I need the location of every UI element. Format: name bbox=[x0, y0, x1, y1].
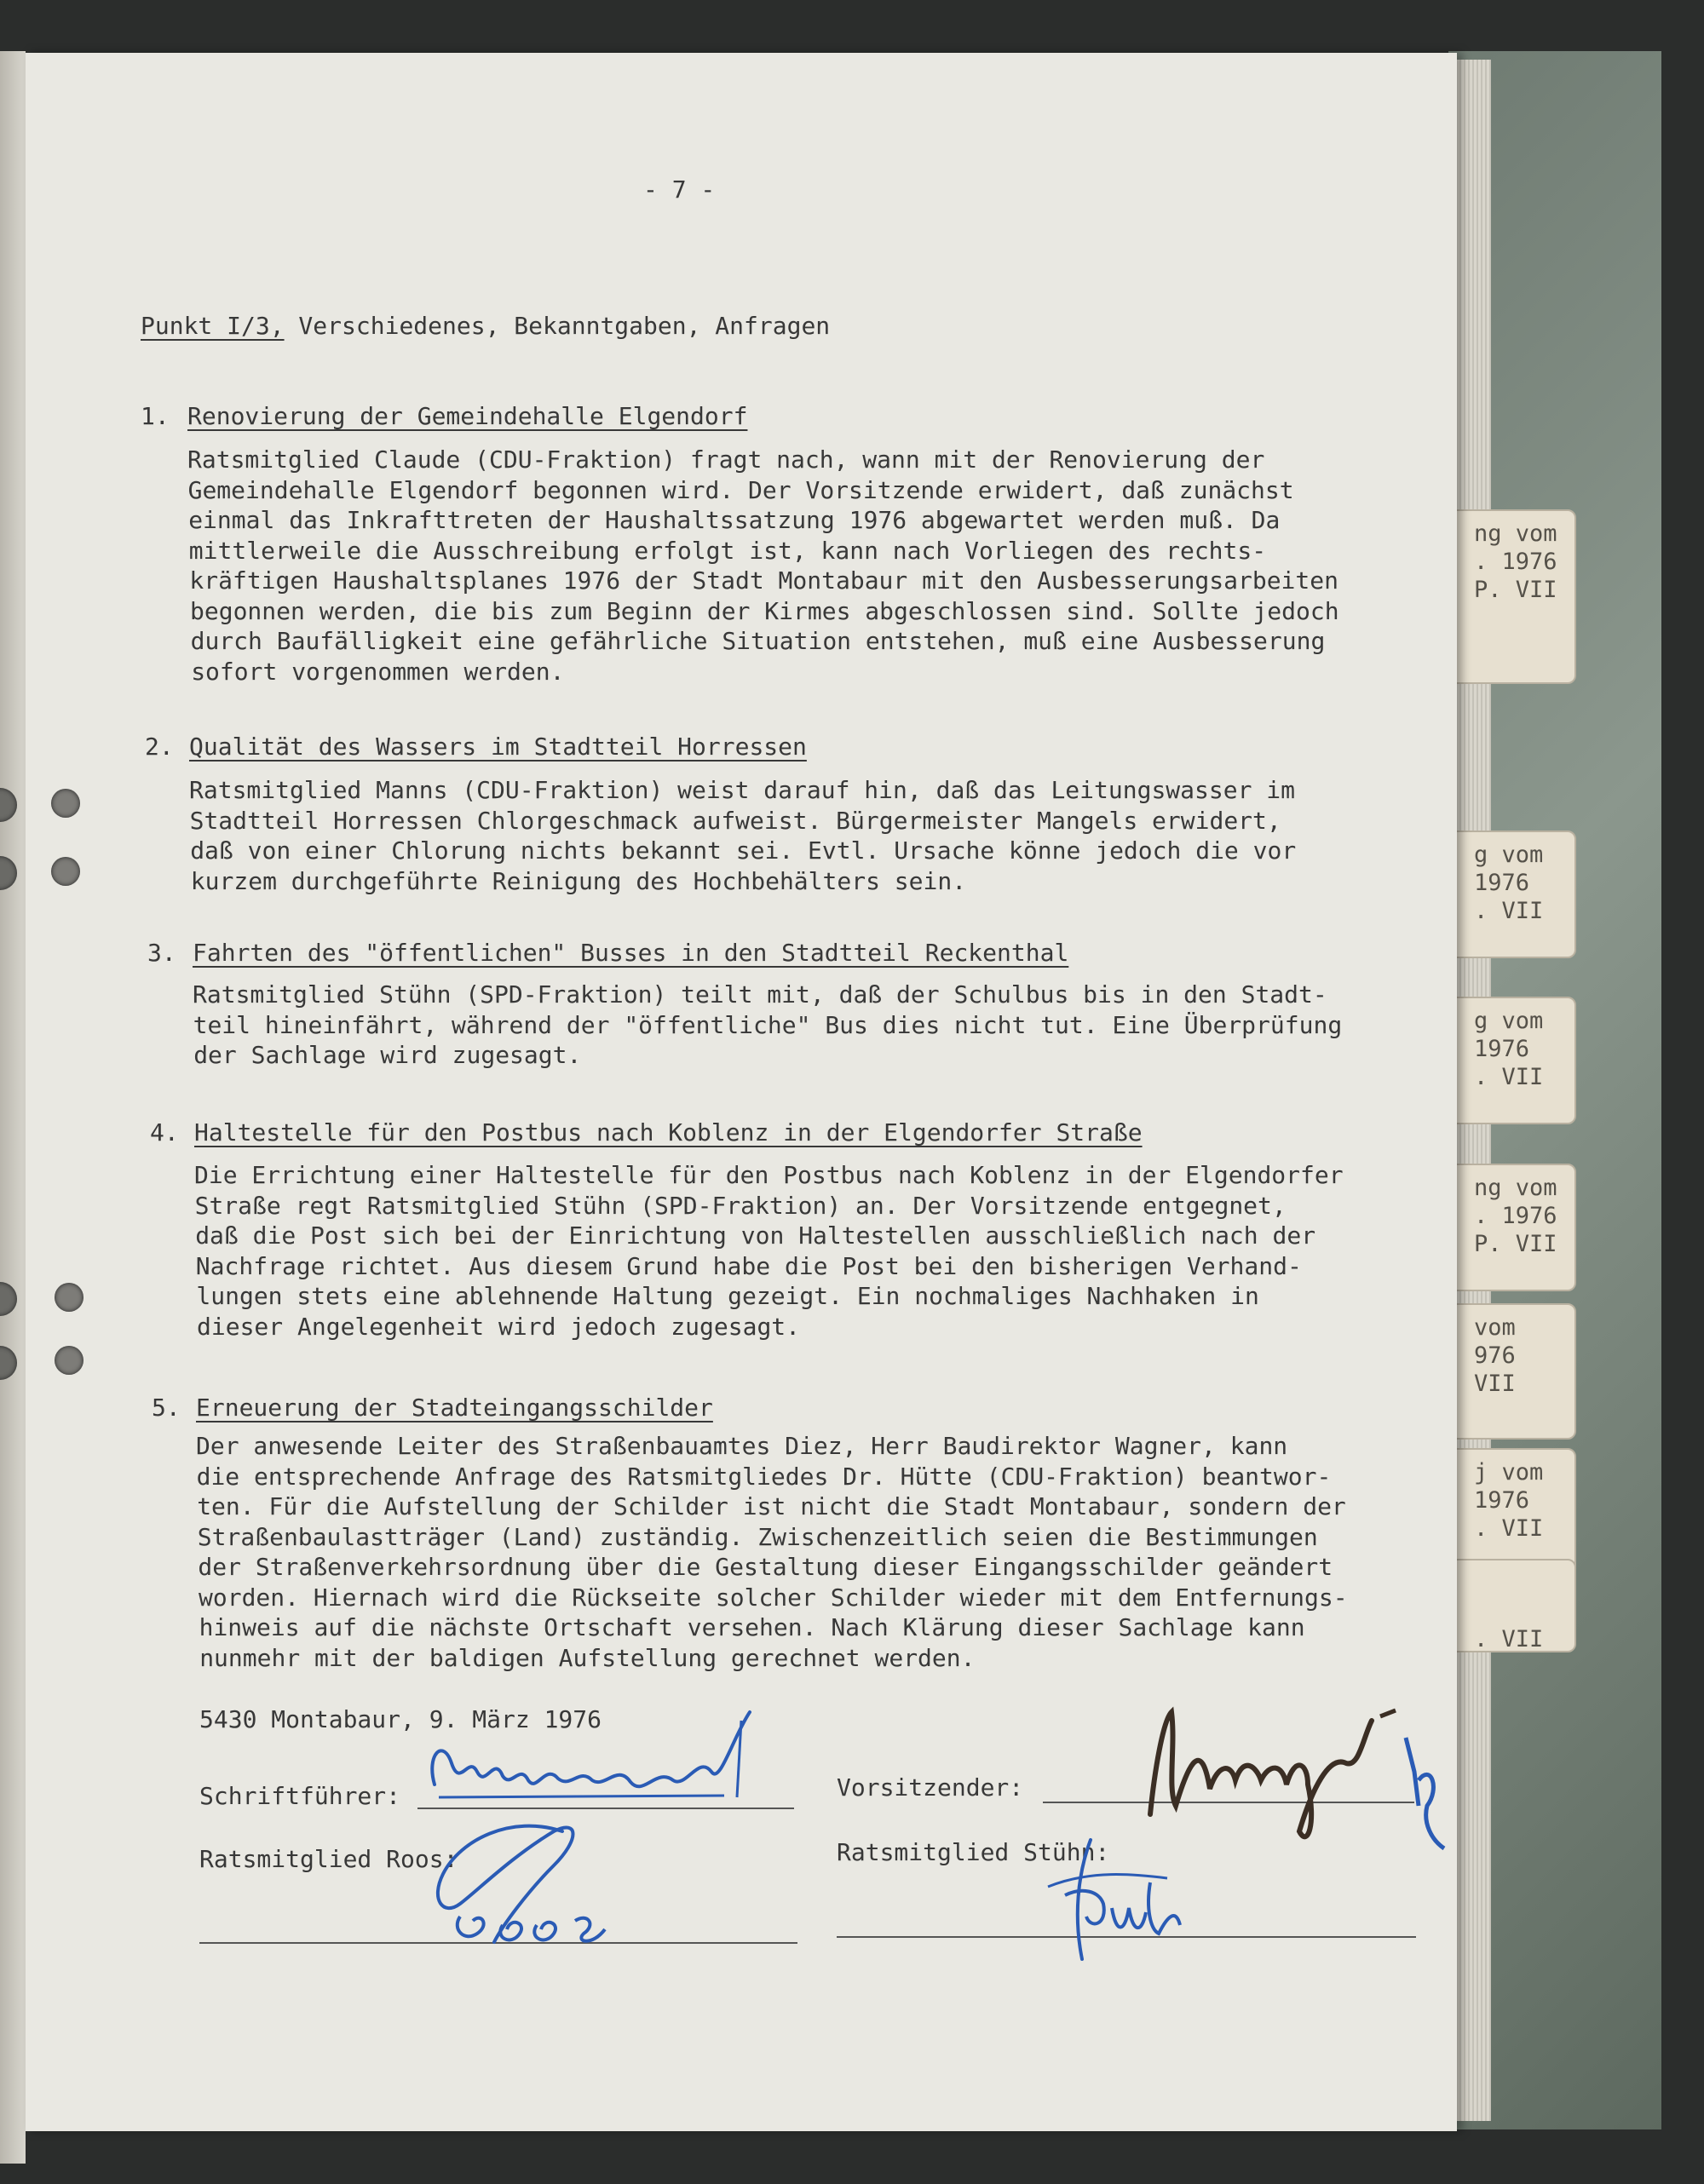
item-number: 4. bbox=[150, 1118, 179, 1147]
heading-prefix: Punkt I/3, bbox=[141, 312, 285, 340]
binder-tab-text: g vom bbox=[1474, 1008, 1544, 1034]
item-body-line: Ratsmitglied Claude (CDU-Fraktion) fragt nach, wann mit der Renovierung der bbox=[187, 445, 1265, 474]
item-body-line: teil hineinfährt, während der "öffentliche" Bus dies nicht tut. Eine Überprüfung bbox=[193, 1010, 1343, 1039]
page-number: - 7 - bbox=[643, 175, 716, 204]
stuehn-signature bbox=[1039, 1823, 1193, 1968]
binder-tab-text bbox=[1474, 1569, 1574, 1597]
item-body-line: einmal das Inkrafttreten der Haushaltssatzung 1976 abgewartet werden muß. Da bbox=[188, 506, 1281, 534]
item-title: Fahrten des "öffentlichen" Busses in den Stadtteil Reckenthal bbox=[193, 939, 1069, 967]
item-body-line: der Straßenverkehrsordnung über die Gestaltung dieser Eingangsschilder geändert bbox=[198, 1553, 1333, 1581]
punch-hole bbox=[51, 789, 80, 818]
item-body-line: daß die Post sich bei der Einrichtung von Haltestellen ausschließlich nach der bbox=[195, 1221, 1316, 1250]
binder-tab-text: P. VII bbox=[1474, 577, 1557, 603]
binder-tab bbox=[1440, 997, 1576, 1124]
item-body-line: Ratsmitglied Stühn (SPD-Fraktion) teilt mit, daß der Schulbus bis in den Stadt- bbox=[193, 980, 1327, 1009]
schriftfuehrer-label: Schriftführer: bbox=[199, 1782, 401, 1810]
binder-tab-text: 1976 bbox=[1474, 870, 1530, 896]
binder-tab-text: . VII bbox=[1474, 898, 1544, 924]
item-number: 1. bbox=[141, 402, 170, 430]
binder-tab bbox=[1440, 830, 1576, 958]
binder-tab-text: 1976 bbox=[1474, 1487, 1530, 1514]
schriftfuehrer-signature bbox=[417, 1704, 775, 1814]
punch-hole bbox=[55, 1346, 83, 1375]
binder-tab bbox=[1440, 509, 1576, 684]
item-body-line: kräftigen Haushaltsplanes 1976 der Stadt Montabaur mit den Ausbesserungsarbeiten bbox=[189, 566, 1338, 595]
item-body-line: dieser Angelegenheit wird jedoch zugesagt. bbox=[197, 1312, 801, 1341]
item-body-line: der Sachlage wird zugesagt. bbox=[193, 1041, 582, 1069]
binder-tab-text: ng vom bbox=[1474, 1175, 1557, 1201]
roos-signature bbox=[409, 1806, 630, 1951]
item-body-line: Gemeindehalle Elgendorf begonnen wird. Der Vorsitzende erwidert, daß zunächst bbox=[187, 475, 1294, 504]
item-body-line: ten. Für die Aufstellung der Schilder ist nicht die Stadt Montabaur, sondern der bbox=[197, 1492, 1346, 1520]
binder-tab-text: 976 bbox=[1474, 1342, 1516, 1369]
binder-tab-text: j vom bbox=[1474, 1459, 1544, 1486]
item-body-line: lungen stets eine ablehnende Haltung gezeigt. Ein nochmaliges Nachhaken in bbox=[196, 1282, 1259, 1310]
binder-tab-text bbox=[1474, 1597, 1574, 1625]
item-body-line: die entsprechende Anfrage des Ratsmitgliedes Dr. Hütte (CDU-Fraktion) beantwor- bbox=[196, 1462, 1332, 1491]
item-body-line: durch Baufälligkeit eine gefährliche Situation entstehen, muß eine Ausbesserung bbox=[190, 627, 1326, 655]
vorsitzender-label: Vorsitzender: bbox=[837, 1773, 1024, 1802]
binder-tab-text: . 1976 bbox=[1474, 1203, 1557, 1229]
item-body-line: nunmehr mit der baldigen Aufstellung gerechnet werden. bbox=[199, 1643, 976, 1672]
punch-hole bbox=[55, 1283, 83, 1312]
binder-tab bbox=[1440, 1164, 1576, 1291]
item-body-line: daß von einer Chlorung nichts bekannt sei. Evtl. Ursache könne jedoch die vor bbox=[190, 836, 1297, 865]
binder-tab-text: P. VII bbox=[1474, 1231, 1557, 1257]
item-number: 3. bbox=[147, 939, 176, 967]
binder-tab bbox=[1440, 1559, 1576, 1652]
item-body-line: mittlerweile die Ausschreibung erfolgt ist, kann nach Vorliegen des rechts- bbox=[188, 536, 1267, 565]
item-body-line: Straße regt Ratsmitglied Stühn (SPD-Fraktion) an. Der Vorsitzende entgegnet, bbox=[194, 1191, 1287, 1220]
item-title: Qualität des Wassers im Stadtteil Horressen bbox=[189, 733, 807, 761]
binder-tab-text: VII bbox=[1474, 1371, 1516, 1397]
left-page-edge bbox=[0, 51, 26, 2164]
item-title: Renovierung der Gemeindehalle Elgendorf bbox=[187, 402, 748, 430]
ratsmitglied-stuehn-label: Ratsmitglied Stühn: bbox=[837, 1838, 1110, 1866]
section-heading bbox=[141, 312, 830, 340]
item-body-line: Der anwesende Leiter des Straßenbauamtes Diez, Herr Baudirektor Wagner, kann bbox=[196, 1432, 1288, 1460]
place-date: 5430 Montabaur, 9. März 1976 bbox=[199, 1705, 602, 1733]
item-body-line: Die Errichtung einer Haltestelle für den Postbus nach Koblenz in der Elgendorfer bbox=[194, 1161, 1344, 1189]
item-body-line: Nachfrage richtet. Aus diesem Grund habe die Post bei den bisherigen Verhand- bbox=[195, 1251, 1302, 1280]
item-title: Haltestelle für den Postbus nach Koblenz in der Elgendorfer Straße bbox=[194, 1118, 1143, 1147]
item-body-line: worden. Hiernach wird die Rückseite solcher Schilder wieder mit dem Entfernungs- bbox=[199, 1583, 1348, 1612]
item-body-line: sofort vorgenommen werden. bbox=[191, 657, 565, 686]
item-number: 2. bbox=[145, 733, 174, 761]
ratsmitglied-roos-label: Ratsmitglied Roos: bbox=[199, 1845, 458, 1873]
item-body-line: kurzem durchgeführte Reinigung des Hochbehälters sein. bbox=[190, 866, 967, 895]
binder-tab-text: 1976 bbox=[1474, 1036, 1530, 1062]
binder-tab bbox=[1440, 1448, 1576, 1576]
binder-tab-text: vom bbox=[1474, 1314, 1516, 1341]
binder-tab-text: g vom bbox=[1474, 842, 1544, 868]
item-body-line: hinweis auf die nächste Ortschaft versehen. Nach Klärung dieser Sachlage kann bbox=[199, 1613, 1305, 1641]
binder-tab bbox=[1440, 1303, 1576, 1440]
item-body-line: begonnen werden, die bis zum Beginn der Kirmes abgeschlossen sind. Sollte jedoch bbox=[190, 596, 1339, 625]
binder-tab-text: . VII bbox=[1474, 1515, 1544, 1542]
punch-hole bbox=[51, 857, 80, 886]
item-body-line: Straßenbaulastträger (Land) zuständig. Zwischenzeitlich seien die Bestimmungen bbox=[197, 1522, 1318, 1551]
binder-tab-text: . 1976 bbox=[1474, 549, 1557, 575]
binder-tab-text: ng vom bbox=[1474, 520, 1557, 547]
binder-tab-text: . VII bbox=[1474, 1626, 1544, 1652]
heading-title: Verschiedenes, Bekanntgaben, Anfragen bbox=[284, 312, 831, 340]
item-body-line: Stadtteil Horressen Chlorgeschmack aufweist. Bürgermeister Mangels erwidert, bbox=[189, 806, 1281, 835]
binder-tab-text: . VII bbox=[1474, 1064, 1544, 1090]
item-body-line: Ratsmitglied Manns (CDU-Fraktion) weist darauf hin, daß das Leitungswasser im bbox=[189, 776, 1296, 804]
item-number: 5. bbox=[152, 1394, 181, 1422]
item-title: Erneuerung der Stadteingangsschilder bbox=[196, 1394, 713, 1422]
